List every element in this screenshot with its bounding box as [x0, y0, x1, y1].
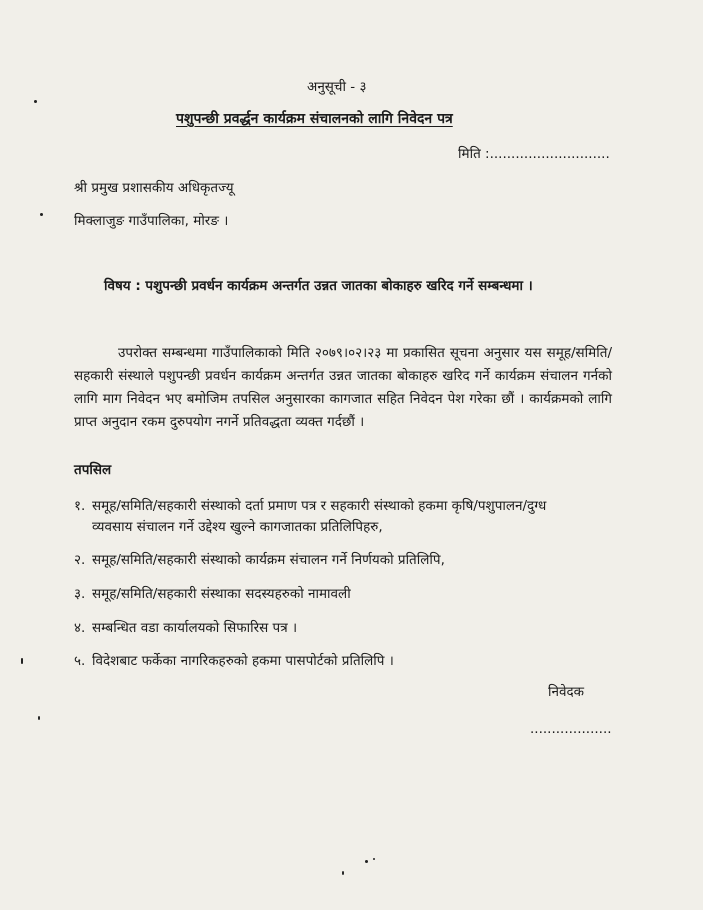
list-item-number: २. — [74, 552, 86, 568]
list-item-text: सम्बन्धित वडा कार्यालयको सिफारिस पत्र । — [92, 620, 298, 636]
addressee-line-1: श्री प्रमुख प्रशासकीय अधिकृतज्यू — [74, 180, 234, 196]
list-item-text: समूह/समिति/सहकारी संस्थाका सदस्यहरुको नामावली — [92, 586, 351, 602]
list-heading: तपसिल — [74, 462, 112, 478]
list-item-text: समूह/समिति/सहकारी संस्थाको कार्यक्रम संचालन गर्ने निर्णयको प्रतिलिपि, — [92, 552, 445, 568]
signature-line: ................... — [530, 721, 612, 737]
scan-speck — [34, 100, 37, 103]
list-item-number: ५. — [74, 653, 86, 669]
scan-speck — [21, 658, 23, 664]
list-item-number: ३. — [74, 586, 86, 602]
scan-speck — [38, 716, 40, 720]
date-field: मिति :............................ — [458, 146, 610, 162]
scan-speck — [373, 858, 375, 860]
scan-speck — [40, 213, 43, 216]
document-title: पशुपन्छी प्रवर्द्धन कार्यक्रम संचालनको लागि निवेदन पत्र — [176, 111, 453, 127]
list-item-text: विदेशबाट फर्केका नागरिकहरुको हकमा पासपोर्टको प्रतिलिपि । — [92, 653, 394, 669]
list-item-number: १. — [74, 498, 86, 514]
list-item — [74, 618, 614, 639]
applicant-label: निवेदक — [548, 684, 585, 700]
list-item-number: ४. — [74, 620, 86, 636]
list-item — [74, 550, 614, 571]
subject-line: विषय : पशुपन्छी प्रवर्धन कार्यक्रम अन्तर्गत उन्नत जातका बोकाहरु खरिद गर्ने सम्बन्धमा । — [104, 278, 533, 294]
list-item — [74, 496, 614, 538]
addressee-line-2: मिक्लाजुङ गाउँपालिका, मोरङ । — [74, 213, 229, 229]
list-item — [74, 584, 614, 605]
list-item — [74, 651, 614, 672]
schedule-label: अनुसूची - ३ — [307, 79, 367, 95]
scan-speck — [342, 871, 344, 875]
list-item-text: समूह/समिति/सहकारी संस्थाको दर्ता प्रमाण पत्र र सहकारी संस्थाको हकमा कृषि/पशुपालन/दुग्ध — [92, 498, 547, 514]
list-item-continuation: व्यवसाय संचालन गर्ने उद्देश्य खुल्ने कागजातका प्रतिलिपिहरु, — [92, 519, 383, 535]
scan-speck — [365, 860, 368, 863]
body-paragraph: उपरोक्त सम्बन्धमा गाउँपालिकाको मिति २०७९।०२।२३ मा प्रकासित सूचना अनुसार यस समूह/समिति/सहकारी संस्थाले पशुपन्छी प्रवर्धन कार्यक्रम अन्तर्गत उन्नत जातका बोकाहरु खरिद गर्ने कार्यक्रम संचालन गर्नको लागि माग निवेदन भए बमोजिम तपसिल अनुसारका कागजात सहित निवेदन पेश गरेका छौं । कार्यक्रमको लागि प्राप्त अनुदान रकम दुरुपयोग नगर्ने प्रतिवद्धता व्यक्त गर्दछौं । — [74, 345, 612, 430]
